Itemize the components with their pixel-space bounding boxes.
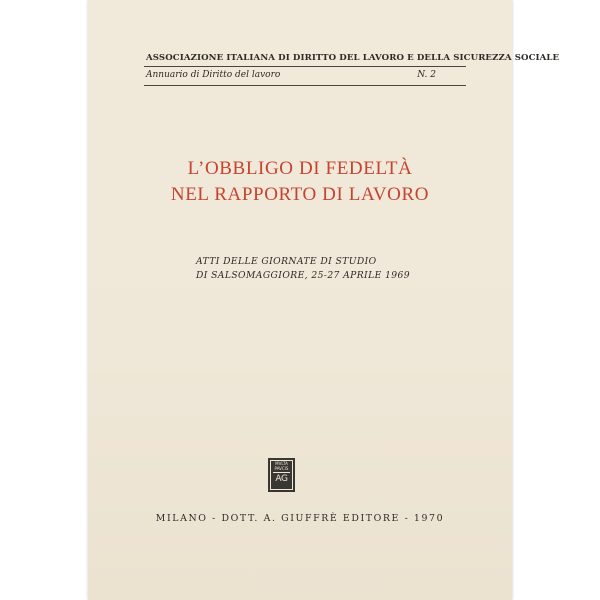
association-name: ASSOCIAZIONE ITALIANA DI DIRITTO DEL LAVORO E DELLA SICUREZZA SOCIALE bbox=[146, 53, 560, 63]
publisher-logo-icon bbox=[268, 458, 295, 492]
series-name: Annuario di Diritto del lavoro bbox=[146, 70, 281, 80]
logo-initials: AG bbox=[275, 474, 288, 484]
header-top-rule bbox=[144, 66, 466, 67]
series-number: N. 2 bbox=[417, 70, 436, 80]
logo-motto: MVLTA PAVCIS bbox=[274, 461, 289, 471]
header-bottom-rule bbox=[144, 85, 466, 86]
publisher-logo-frame bbox=[270, 460, 293, 490]
book-title-line-2: NEL RAPPORTO DI LAVORO bbox=[170, 184, 430, 205]
subtitle-line-1: ATTI DELLE GIORNATE DI STUDIO bbox=[196, 256, 377, 267]
book-title-line-1: L’OBBLIGO DI FEDELTÀ bbox=[187, 158, 413, 179]
logo-divider bbox=[273, 472, 290, 473]
publisher-imprint: MILANO - DOTT. A. GIUFFRÈ EDITORE - 1970 bbox=[155, 513, 445, 524]
subtitle-line-2: DI SALSOMAGGIORE, 25-27 APRILE 1969 bbox=[196, 270, 410, 281]
book-cover bbox=[88, 0, 560, 600]
